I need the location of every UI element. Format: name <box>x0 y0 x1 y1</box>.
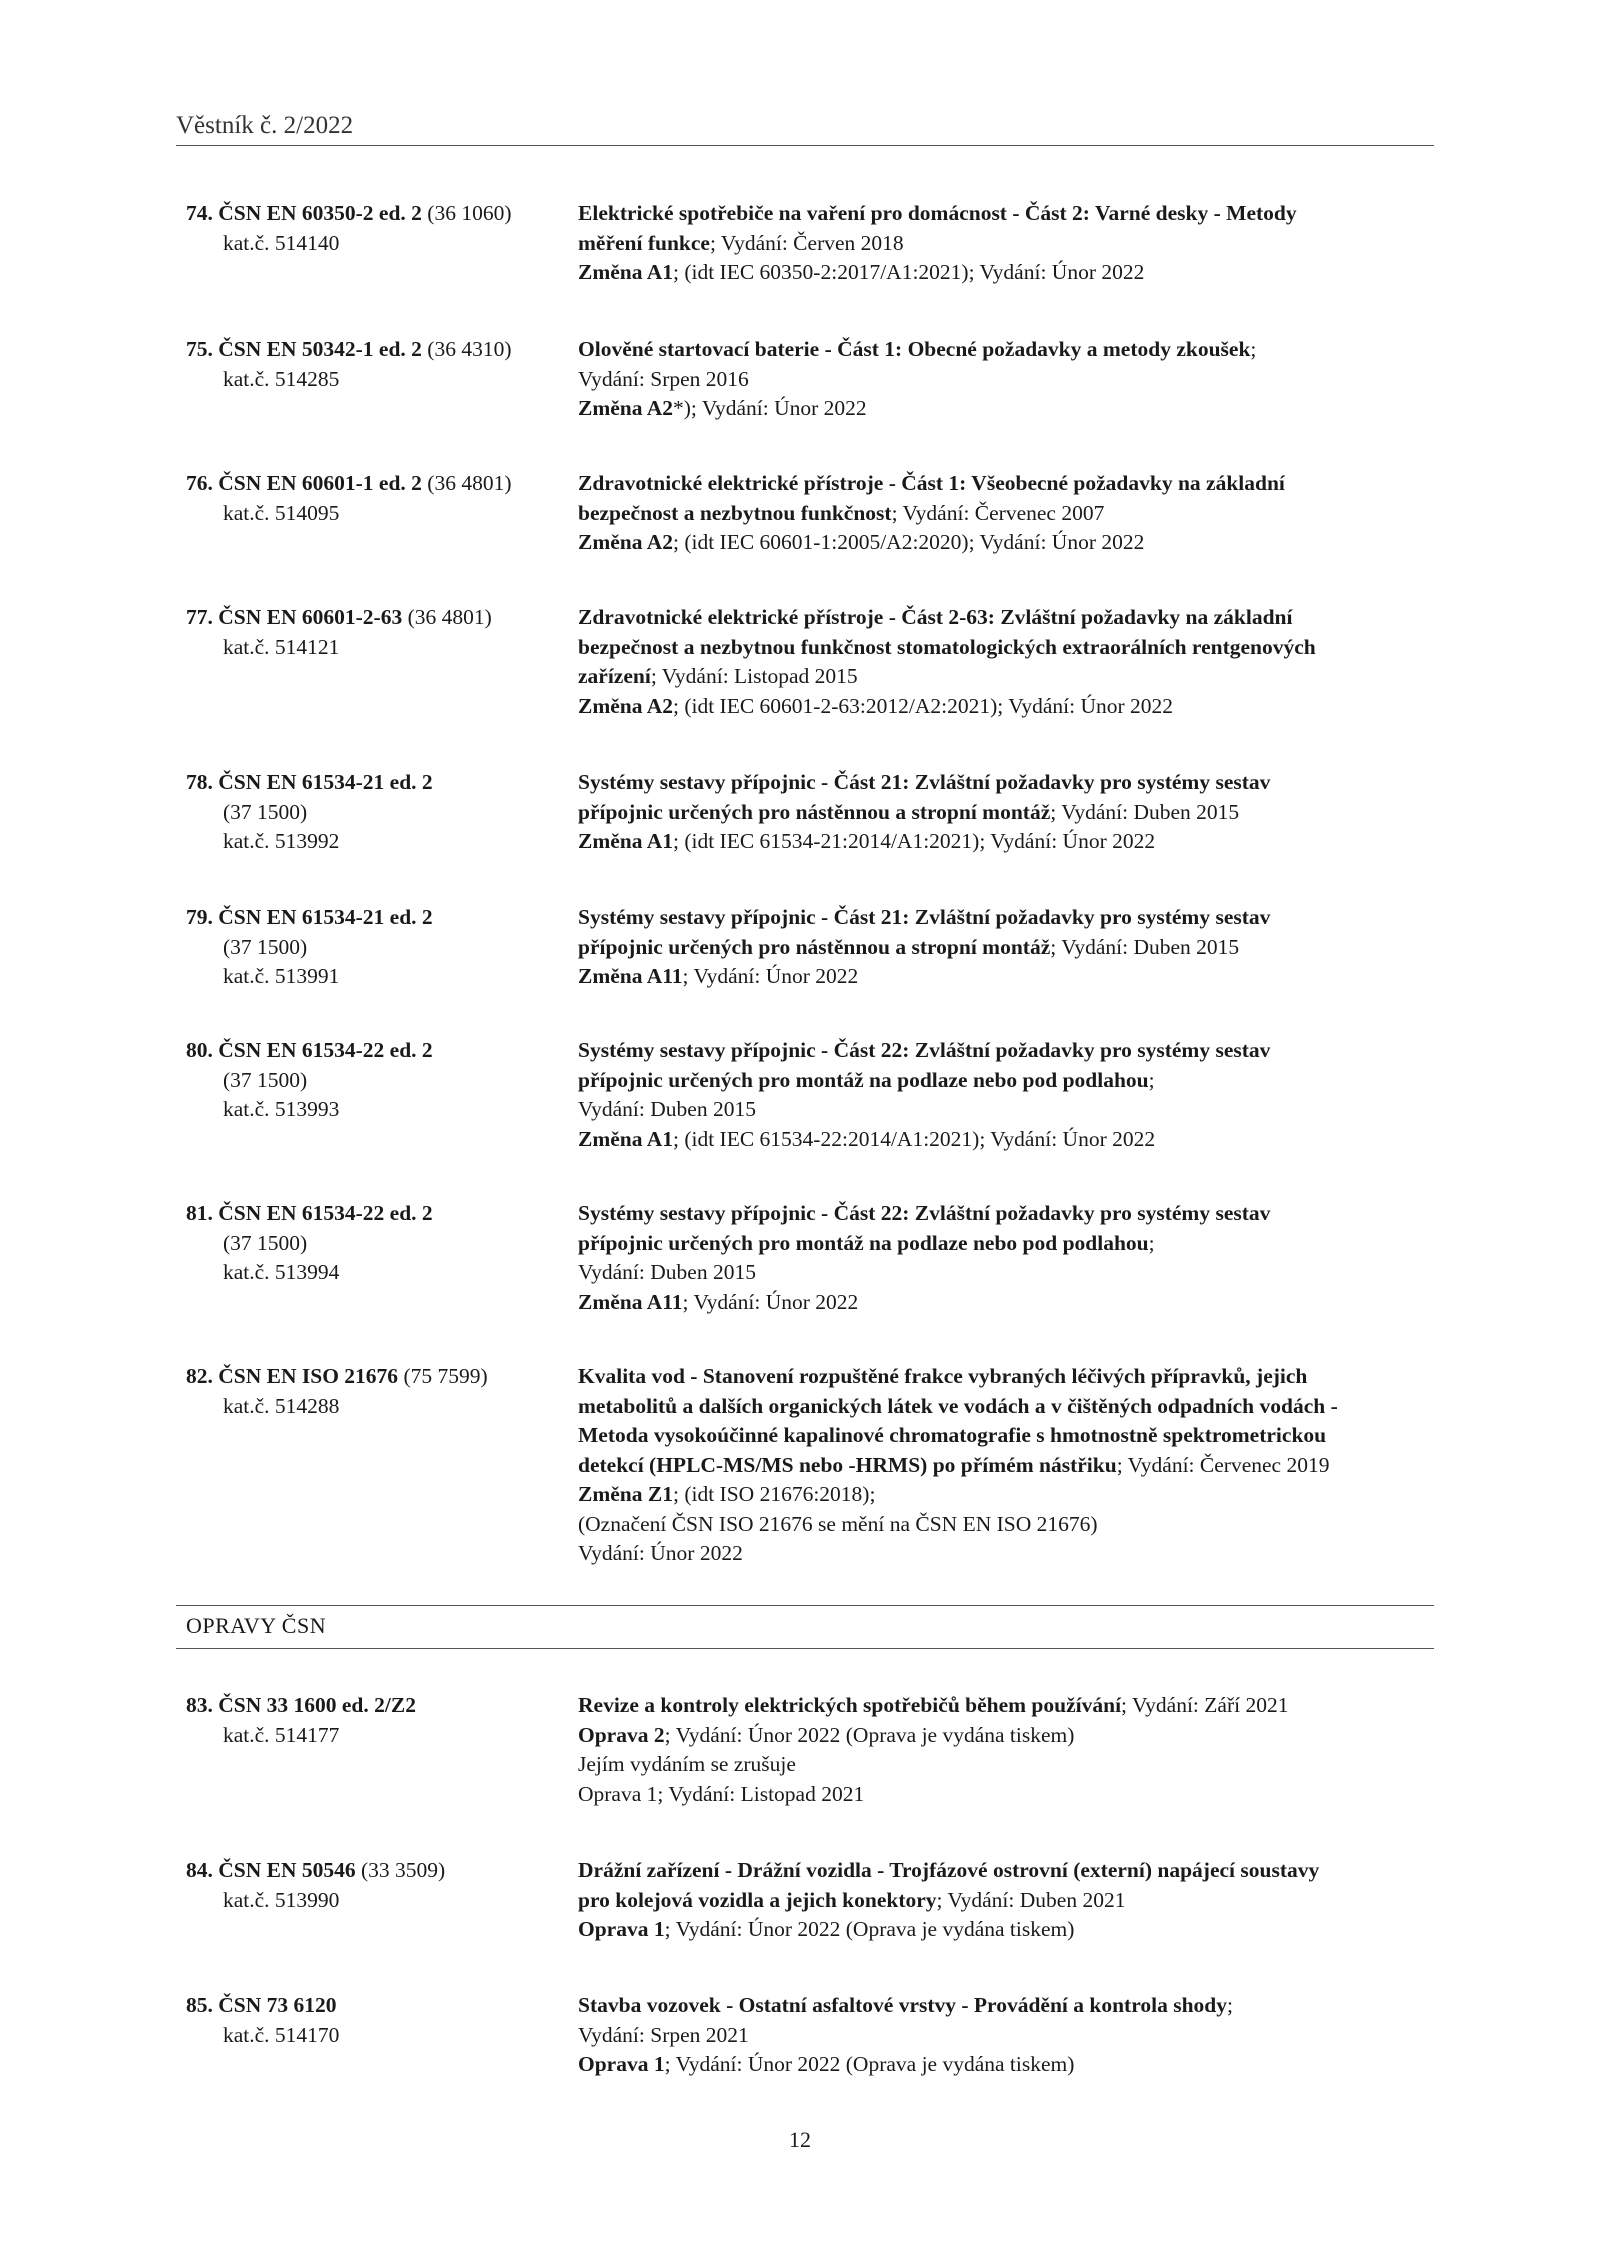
identifier-line <box>186 1856 578 1886</box>
text-segment: Oprava 1; Vydání: Listopad 2021 <box>578 1781 865 1806</box>
class-number: (36 4801) <box>427 471 512 495</box>
entry-identifier <box>186 768 578 857</box>
description-line <box>578 469 1436 499</box>
description-line <box>578 1288 1436 1318</box>
entry-number: 75. <box>186 337 213 361</box>
entry-description <box>578 1036 1436 1154</box>
text-segment: detekcí (HPLC-MS/MS nebo -HRMS) po přímém nástřiku <box>578 1452 1117 1477</box>
description-line <box>578 1125 1436 1155</box>
entry-description <box>578 335 1436 424</box>
text-segment: Systémy sestavy přípojnic - Část 21: Zvláštní požadavky pro systémy sestav <box>578 905 1271 929</box>
text-segment: Oprava 1 <box>578 1917 665 1941</box>
standard-code: ČSN EN ISO 21676 <box>218 1364 399 1388</box>
identifier-line <box>186 199 578 229</box>
description-line <box>578 258 1436 288</box>
class-line <box>186 933 578 963</box>
description-line <box>578 199 1436 229</box>
text-segment: ; (idt IEC 60601-2-63:2012/A2:2021); Vydání: Únor 2022 <box>672 693 1174 718</box>
description-line <box>578 1392 1436 1422</box>
class-line <box>186 1066 578 1096</box>
text-segment: přípojnic určených pro nástěnnou a stropní montáž <box>578 799 1051 824</box>
entry-identifier <box>186 1199 578 1317</box>
text-segment: bezpečnost a nezbytnou funkčnost stomatologických extraorálních rentgenových <box>578 634 1316 659</box>
text-segment: měření funkce <box>578 230 710 255</box>
class-number: (37 1500) <box>223 1230 308 1255</box>
entry-number: 76. <box>186 471 213 495</box>
description-line <box>578 798 1436 828</box>
class-number: (33 3509) <box>361 1858 446 1882</box>
text-segment: Stavba vozovek - Ostatní asfaltové vrstvy - Provádění a kontrola shody <box>578 1993 1227 2017</box>
description-line <box>578 1780 1436 1810</box>
catalog-number: kat.č. 514095 <box>223 500 340 525</box>
text-segment: Změna A1 <box>578 829 673 853</box>
description-line <box>578 1421 1436 1451</box>
description-line <box>578 335 1436 365</box>
class-number: (36 4801) <box>407 605 492 629</box>
text-segment: Systémy sestavy přípojnic - Část 22: Zvláštní požadavky pro systémy sestav <box>578 1038 1271 1062</box>
text-segment: metabolitů a dalších organických látek ve vodách a v čištěných odpadních vodách - <box>578 1393 1338 1418</box>
standard-code: ČSN 33 1600 ed. 2/Z2 <box>218 1693 416 1717</box>
description-line <box>578 1856 1436 1886</box>
identifier-line <box>186 1691 578 1721</box>
entry-number: 84. <box>186 1858 213 1882</box>
text-segment: ; Vydání: Červenec 2007 <box>891 500 1105 525</box>
text-segment: Změna A2 <box>578 396 673 420</box>
text-segment: Vydání: Duben 2015 <box>578 1097 756 1121</box>
standard-entry <box>186 1362 1436 1569</box>
catalog-number: kat.č. 514121 <box>223 634 340 659</box>
standard-code: ČSN EN 50342-1 ed. 2 <box>218 337 422 361</box>
entry-identifier <box>186 903 578 992</box>
text-segment: (Označení ČSN ISO 21676 se mění na ČSN EN ISO 21676) <box>578 1511 1098 1536</box>
text-segment: ; (idt ISO 21676:2018); <box>672 1482 876 1506</box>
text-segment: přípojnic určených pro montáž na podlaze nebo pod podlahou <box>578 1067 1149 1092</box>
description-line <box>578 662 1436 692</box>
description-line <box>578 1691 1436 1721</box>
class-line <box>186 798 578 828</box>
standard-code: ČSN EN 61534-22 ed. 2 <box>218 1038 433 1062</box>
text-segment: ; Vydání: Září 2021 <box>1121 1693 1289 1717</box>
entry-description <box>578 1691 1436 1809</box>
standard-code: ČSN EN 60350-2 ed. 2 <box>218 201 422 225</box>
catalog-number: kat.č. 513991 <box>223 964 340 988</box>
standard-code: ČSN EN 60601-2-63 <box>218 605 403 629</box>
entry-number: 81. <box>186 1201 213 1225</box>
description-line <box>578 933 1436 963</box>
text-segment: ; (idt IEC 60350-2:2017/A1:2021); Vydání: Únor 2022 <box>672 260 1145 284</box>
entry-number: 82. <box>186 1364 213 1388</box>
identifier-line <box>186 768 578 798</box>
catalog-number: kat.č. 513990 <box>223 1887 340 1912</box>
entry-number: 74. <box>186 201 213 225</box>
text-segment: Změna A1 <box>578 1126 673 1151</box>
header-rule <box>176 145 1434 146</box>
catalog-number: kat.č. 513994 <box>223 1260 340 1284</box>
description-line <box>578 768 1436 798</box>
text-segment: ; Vydání: Únor 2022 (Oprava je vydána tiskem) <box>664 2052 1075 2076</box>
description-line <box>578 1036 1436 1066</box>
text-segment: ; Vydání: Únor 2022 (Oprava je vydána tiskem) <box>664 1917 1075 1941</box>
running-header: Věstník č. 2/2022 <box>176 112 354 139</box>
text-segment: Systémy sestavy přípojnic - Část 21: Zvláštní požadavky pro systémy sestav <box>578 770 1271 794</box>
standard-entry <box>186 768 1436 857</box>
entry-identifier <box>186 199 578 288</box>
text-segment: ; Vydání: Duben 2021 <box>936 1887 1126 1912</box>
text-segment: Změna A2 <box>578 693 673 718</box>
description-line <box>578 1539 1436 1569</box>
entry-number: 80. <box>186 1038 213 1062</box>
entry-identifier <box>186 603 578 721</box>
entry-identifier <box>186 1691 578 1809</box>
description-line <box>578 394 1436 424</box>
identifier-line <box>186 1991 578 2021</box>
text-segment: Metoda vysokoúčinné kapalinové chromatografie s hmotnostně spektrometrickou <box>578 1423 1327 1447</box>
class-number: (37 1500) <box>223 934 308 959</box>
description-line <box>578 603 1436 633</box>
text-segment: Kvalita vod - Stanovení rozpuštěné frakce vybraných léčivých přípravků, jejich <box>578 1364 1308 1388</box>
text-segment: Změna A11 <box>578 964 683 988</box>
description-line <box>578 1991 1436 2021</box>
description-line <box>578 1199 1436 1229</box>
entry-description <box>578 903 1436 992</box>
text-segment: Systémy sestavy přípojnic - Část 22: Zvláštní požadavky pro systémy sestav <box>578 1201 1271 1225</box>
text-segment: Elektrické spotřebiče na vaření pro domácnost - Část 2: Varné desky - Metody <box>578 201 1297 225</box>
entry-description <box>578 603 1436 721</box>
description-line <box>578 365 1436 395</box>
standard-entry <box>186 1691 1436 1809</box>
class-line <box>186 1229 578 1259</box>
catalog-number: kat.č. 514140 <box>223 230 340 255</box>
entry-number: 85. <box>186 1993 213 2017</box>
standard-code: ČSN 73 6120 <box>218 1993 337 2017</box>
text-segment: Vydání: Srpen 2016 <box>578 366 749 391</box>
standard-entry <box>186 335 1436 424</box>
description-line <box>578 229 1436 259</box>
text-segment: ; Vydání: Únor 2022 (Oprava je vydána tiskem) <box>664 1722 1075 1747</box>
standard-entry <box>186 1856 1436 1945</box>
text-segment: Změna A11 <box>578 1289 683 1314</box>
section-rule-top <box>176 1605 1434 1606</box>
text-segment: Oprava 1 <box>578 2052 665 2076</box>
entry-number: 79. <box>186 905 213 929</box>
entry-number: 83. <box>186 1693 213 1717</box>
entry-description <box>578 1362 1436 1569</box>
description-line <box>578 1750 1436 1780</box>
text-segment: ; Vydání: Duben 2015 <box>1050 934 1240 959</box>
entry-description <box>578 1856 1436 1945</box>
description-line <box>578 1915 1436 1945</box>
description-line <box>578 1258 1436 1288</box>
description-line <box>578 1721 1436 1751</box>
class-number: (36 4310) <box>427 337 512 361</box>
standard-code: ČSN EN 60601-1 ed. 2 <box>218 471 422 495</box>
identifier-line <box>186 603 578 633</box>
description-line <box>578 1451 1436 1481</box>
identifier-line <box>186 335 578 365</box>
standard-code: ČSN EN 61534-21 ed. 2 <box>218 770 433 794</box>
description-line <box>578 962 1436 992</box>
description-line <box>578 1480 1436 1510</box>
section-title: OPRAVY ČSN <box>186 1613 327 1638</box>
entry-description <box>578 199 1436 288</box>
text-segment: Olověné startovací baterie - Část 1: Obecné požadavky a metody zkoušek <box>578 337 1251 361</box>
standard-entry <box>186 1991 1436 2080</box>
entry-identifier <box>186 469 578 558</box>
text-segment: Změna A1 <box>578 260 673 284</box>
text-segment: ; <box>1250 337 1257 361</box>
identifier-line <box>186 1199 578 1229</box>
text-segment: ; Vydání: Duben 2015 <box>1050 799 1240 824</box>
identifier-line <box>186 469 578 499</box>
text-segment: ; <box>1148 1230 1155 1255</box>
class-number: (36 1060) <box>427 201 512 225</box>
description-line <box>578 1066 1436 1096</box>
standard-code: ČSN EN 50546 <box>218 1858 356 1882</box>
class-number: (75 7599) <box>403 1364 488 1388</box>
standard-entry <box>186 903 1436 992</box>
catalog-number: kat.č. 513992 <box>223 829 340 853</box>
text-segment: ; Vydání: Červen 2018 <box>709 230 904 255</box>
description-line <box>578 2021 1436 2051</box>
section-rule-bottom <box>176 1648 1434 1649</box>
description-line <box>578 1886 1436 1916</box>
text-segment: Oprava 2 <box>578 1722 665 1747</box>
standard-code: ČSN EN 61534-21 ed. 2 <box>218 905 433 929</box>
entry-description <box>578 768 1436 857</box>
standard-entry <box>186 603 1436 721</box>
description-line <box>578 528 1436 558</box>
standard-entry <box>186 469 1436 558</box>
text-segment: pro kolejová vozidla a jejich konektory <box>578 1887 937 1912</box>
class-number: (37 1500) <box>223 1067 308 1092</box>
description-line <box>578 1095 1436 1125</box>
catalog-number: kat.č. 514170 <box>223 2022 340 2047</box>
text-segment: ; (idt IEC 61534-22:2014/A1:2021); Vydání: Únor 2022 <box>672 1126 1156 1151</box>
catalog-number: kat.č. 514177 <box>223 1722 340 1747</box>
standard-entry <box>186 199 1436 288</box>
entry-number: 78. <box>186 770 213 794</box>
description-line <box>578 2050 1436 2080</box>
entry-description <box>578 1199 1436 1317</box>
entry-description <box>578 469 1436 558</box>
text-segment: ; Vydání: Únor 2022 <box>682 964 859 988</box>
text-segment: Vydání: Únor 2022 <box>578 1541 743 1565</box>
catalog-number: kat.č. 514285 <box>223 366 340 391</box>
standard-entry <box>186 1036 1436 1154</box>
description-line <box>578 1229 1436 1259</box>
catalog-number: kat.č. 513993 <box>223 1097 340 1121</box>
text-segment: přípojnic určených pro montáž na podlaze nebo pod podlahou <box>578 1230 1149 1255</box>
identifier-line <box>186 1036 578 1066</box>
catalog-number: kat.č. 514288 <box>223 1393 340 1418</box>
entry-identifier <box>186 1036 578 1154</box>
entry-identifier <box>186 1991 578 2080</box>
text-segment: přípojnic určených pro nástěnnou a stropní montáž <box>578 934 1051 959</box>
identifier-line <box>186 1362 578 1392</box>
text-segment: Změna Z1 <box>578 1482 673 1506</box>
text-segment: ; Vydání: Listopad 2015 <box>650 664 858 688</box>
text-segment: Jejím vydáním se zrušuje <box>578 1752 796 1776</box>
description-line <box>578 1362 1436 1392</box>
entry-description <box>578 1991 1436 2080</box>
text-segment: Změna A2 <box>578 530 673 554</box>
text-segment: ; (idt IEC 60601-1:2005/A2:2020); Vydání: Únor 2022 <box>672 530 1145 554</box>
text-segment: bezpečnost a nezbytnou funkčnost <box>578 500 892 525</box>
text-segment: Vydání: Srpen 2021 <box>578 2022 749 2047</box>
entry-identifier <box>186 1856 578 1945</box>
description-line <box>578 499 1436 529</box>
standard-code: ČSN EN 61534-22 ed. 2 <box>218 1201 433 1225</box>
page-number: 12 <box>789 2127 811 2152</box>
text-segment: Zdravotnické elektrické přístroje - Část 2-63: Zvláštní požadavky na základní <box>578 605 1293 629</box>
description-line <box>578 633 1436 663</box>
text-segment: zařízení <box>578 664 651 688</box>
text-segment: ; Vydání: Únor 2022 <box>682 1289 859 1314</box>
identifier-line <box>186 903 578 933</box>
entry-identifier <box>186 335 578 424</box>
entry-identifier <box>186 1362 578 1569</box>
description-line <box>578 1510 1436 1540</box>
class-number: (37 1500) <box>223 799 308 824</box>
description-line <box>578 903 1436 933</box>
description-line <box>578 827 1436 857</box>
text-segment: ; <box>1227 1993 1233 2017</box>
text-segment: Revize a kontroly elektrických spotřebičů během používání <box>578 1693 1122 1717</box>
text-segment: ; (idt IEC 61534-21:2014/A1:2021); Vydání: Únor 2022 <box>672 829 1156 853</box>
text-segment: Zdravotnické elektrické přístroje - Část 1: Všeobecné požadavky na základní <box>578 471 1285 495</box>
text-segment: *); Vydání: Únor 2022 <box>672 396 867 420</box>
description-line <box>578 692 1436 722</box>
entry-number: 77. <box>186 605 213 629</box>
text-segment: Vydání: Duben 2015 <box>578 1260 756 1284</box>
text-segment: Drážní zařízení - Drážní vozidla - Trojfázové ostrovní (externí) napájecí soustavy <box>578 1858 1320 1882</box>
text-segment: ; Vydání: Červenec 2019 <box>1116 1452 1330 1477</box>
standard-entry <box>186 1199 1436 1317</box>
text-segment: ; <box>1148 1067 1155 1092</box>
